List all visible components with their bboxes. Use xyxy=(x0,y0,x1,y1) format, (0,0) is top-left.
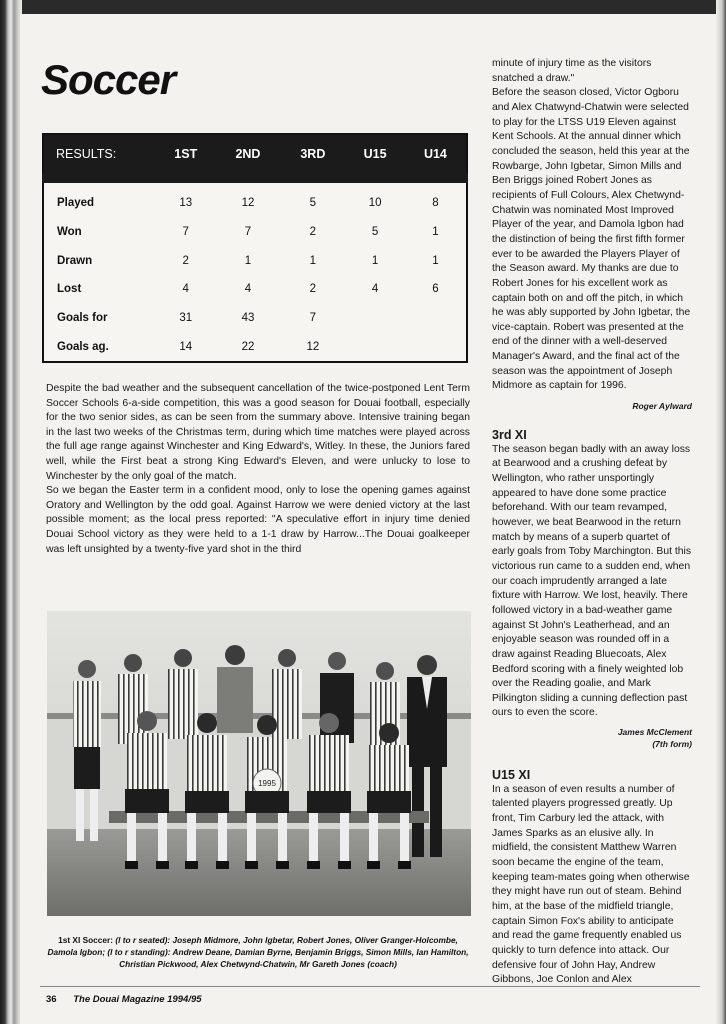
table-cell: 13 xyxy=(179,197,193,210)
table-cell: 6 xyxy=(432,283,439,296)
table-row xyxy=(43,332,467,362)
table-cell: 31 xyxy=(179,312,193,325)
row-label: Played xyxy=(57,197,95,210)
ball-year-text: 1995 xyxy=(258,779,276,788)
table-cell: 1 xyxy=(244,254,252,267)
row-label: Lost xyxy=(57,283,82,296)
second-paragraph: So we began the Easter term in a confident mood, only to lose the opening games against Oratory and Wellington by the odd goal. Against Harrow we were denied victory at the last possible moment; as the local press reported: "A speculative effort in injury time denied Douai School victory as they were held to a 1-1 draw by Harrow...The Douai goalkeeper was left unsighted by a twenty-five yard shot in the third xyxy=(46,485,470,555)
team-photo-image xyxy=(47,611,471,916)
table-cell xyxy=(405,304,467,333)
table-cell: 5 xyxy=(309,197,317,210)
section-text: The season began badly with an away loss at Bearwood and a crushing defeat by Wellington, who rather unsportingly appeared to have done some practice beforehand. With our team revamped, however, we beat Bearwood in the return match by means of a superb quartet of early goals from Toby Marchington. But this victorious run came to a sudden end, when our coach imprudently arranged a late fixture with Harrow. We lost, heavily. There followed victory in a bad-weather game against St John's Leatherhead, and an enjoyable season was rounded off in a draw against Reading Bluecoats, Alex Bedford scoring with a finely weighted lob over the Reading goalie, and Mark Pilkington sliding a cunning deflection past ours to even the score. xyxy=(492,443,692,719)
table-cell: 2 xyxy=(309,226,317,239)
third-xi-section xyxy=(492,428,692,750)
table-cell: 1 xyxy=(432,226,439,239)
results-header-row xyxy=(43,134,467,178)
page-edge xyxy=(716,0,726,1024)
table-cell: 1 xyxy=(432,254,439,267)
section-heading: U15 XI xyxy=(492,768,531,782)
author-form: (7th form) xyxy=(652,739,692,750)
column-header: 2ND xyxy=(216,134,281,178)
table-cell: 7 xyxy=(309,312,317,325)
photo-caption xyxy=(46,934,470,970)
section-heading: 3rd XI xyxy=(492,428,527,442)
table-cell: 8 xyxy=(432,197,439,210)
footer-rule xyxy=(40,986,700,987)
caption-lead: 1st XI Soccer: xyxy=(58,935,114,945)
table-row xyxy=(43,218,467,247)
table-cell: 12 xyxy=(241,197,255,210)
results-header-label: RESULTS: xyxy=(43,134,156,178)
table-row xyxy=(43,304,467,333)
table-cell: 2 xyxy=(309,283,317,296)
page-footer xyxy=(46,994,202,1005)
row-label: Goals for xyxy=(57,312,108,325)
table-cell: 1 xyxy=(309,254,317,267)
table-cell: 4 xyxy=(371,283,379,296)
row-label: Goals ag. xyxy=(57,340,109,353)
table-cell: 43 xyxy=(241,312,255,325)
table-cell: 7 xyxy=(244,226,252,239)
u15-section xyxy=(492,768,692,988)
table-cell: 22 xyxy=(241,340,255,353)
results-table xyxy=(42,133,468,363)
table-cell: 12 xyxy=(306,340,320,353)
team-photo xyxy=(47,611,471,916)
table-row xyxy=(43,246,467,275)
table-cell: 4 xyxy=(244,283,252,296)
table-cell xyxy=(345,304,405,333)
table-cell: 1 xyxy=(371,254,379,267)
table-cell: 14 xyxy=(179,340,193,353)
column-header: 3RD xyxy=(280,134,345,178)
table-cell: 5 xyxy=(371,226,379,239)
row-label: Won xyxy=(57,226,82,239)
intro-paragraph: Despite the bad weather and the subsequent cancellation of the twice-postponed Lent Term Soccer Schools 6-a-side competition, this was a good season for Douai football, especially for the two senior sides, as can be seen from the summary above. Intensive training began in the last two weeks of the Christmas term, during which time matches were played across the full age range against Winchester and King Edward's, Witley. In these, the Juniors fared well, while the First beat a strong King Edward's Eleven, and were unlucky to lose to Winchester by the only goal of the match. xyxy=(46,383,470,482)
table-cell: 2 xyxy=(182,254,189,267)
table-cell: 7 xyxy=(182,226,189,239)
season-close-paragraph: Before the season closed, Victor Ogboru and Alex Chatwynd-Chatwin were selected to play for the LTSS U19 Eleven against Kent Schools. At the annual dinner which concluded the season, held this year at the Rowbarge, John Igbetar, Simon Mills and Ben Briggs joined Robert Jones as recipients of Full Colours, Alex Chetwynd-Chatwin was nominated Most Improved Player of the year, and Damola Igbon had the distinction of being the first fifth former ever to be awarded the Players Player of the Season award. My thanks are due to Robert Jones for his excellent work as captain both on and off the pitch, in which he was ably supported by John Igbetar, the vice-captain. Robert was presented at the end of the dinner with a well-deserved Manager's Award, and the final act of the season was the appointment of Joseph Midmore as captain for 1996. xyxy=(492,87,691,392)
page-title: Soccer xyxy=(41,56,176,103)
table-row xyxy=(43,178,467,218)
right-column-top xyxy=(492,57,692,412)
caption-text: (l to r seated): Joseph Midmore, John Igbetar, Robert Jones, Oliver Granger-Holcombe, Damola Igbon; (l to r standing): Andrew Deane, Damian Byrne, Benjamin Briggs, Simon Mills, Ian Hamilton, Christian Pickwood, Alex Chetwynd-Chatwin, Mr Gareth Jones (coach) xyxy=(47,935,469,969)
continued-paragraph: minute of injury time as the visitors snatched a draw." xyxy=(492,58,652,84)
page-number: 36 xyxy=(46,994,57,1005)
table-cell xyxy=(405,332,467,362)
column-header: U15 xyxy=(345,134,405,178)
article-body xyxy=(46,382,470,557)
magazine-title: The Douai Magazine 1994/95 xyxy=(73,994,202,1005)
column-header: 1ST xyxy=(156,134,216,178)
table-row xyxy=(43,275,467,304)
book-binding xyxy=(0,0,22,1024)
author-signature: Roger Aylward xyxy=(632,401,692,412)
section-text: In a season of even results a number of talented players progressed greatly. Up front, Tim Carbury led the attack, with James Sparks as an elusive ally. In midfield, the consistent Matthew Warren soon became the engine of the team, keeping team-mates going when otherwise they might have run out of steam. Behind him, at the base of the midfield triangle, captain Simon Fox's ability to anticipate and read the game frequently enabled us quickly to turn defence into attack. Our defensive four of John Hay, Andrew Gibbons, Joe Conlon and Alex xyxy=(492,783,690,986)
author-signature: James McClement xyxy=(617,727,692,738)
table-cell: 4 xyxy=(182,283,189,296)
column-header: U14 xyxy=(405,134,467,178)
table-cell xyxy=(345,332,405,362)
row-label: Drawn xyxy=(57,254,93,267)
table-cell: 10 xyxy=(368,197,382,210)
